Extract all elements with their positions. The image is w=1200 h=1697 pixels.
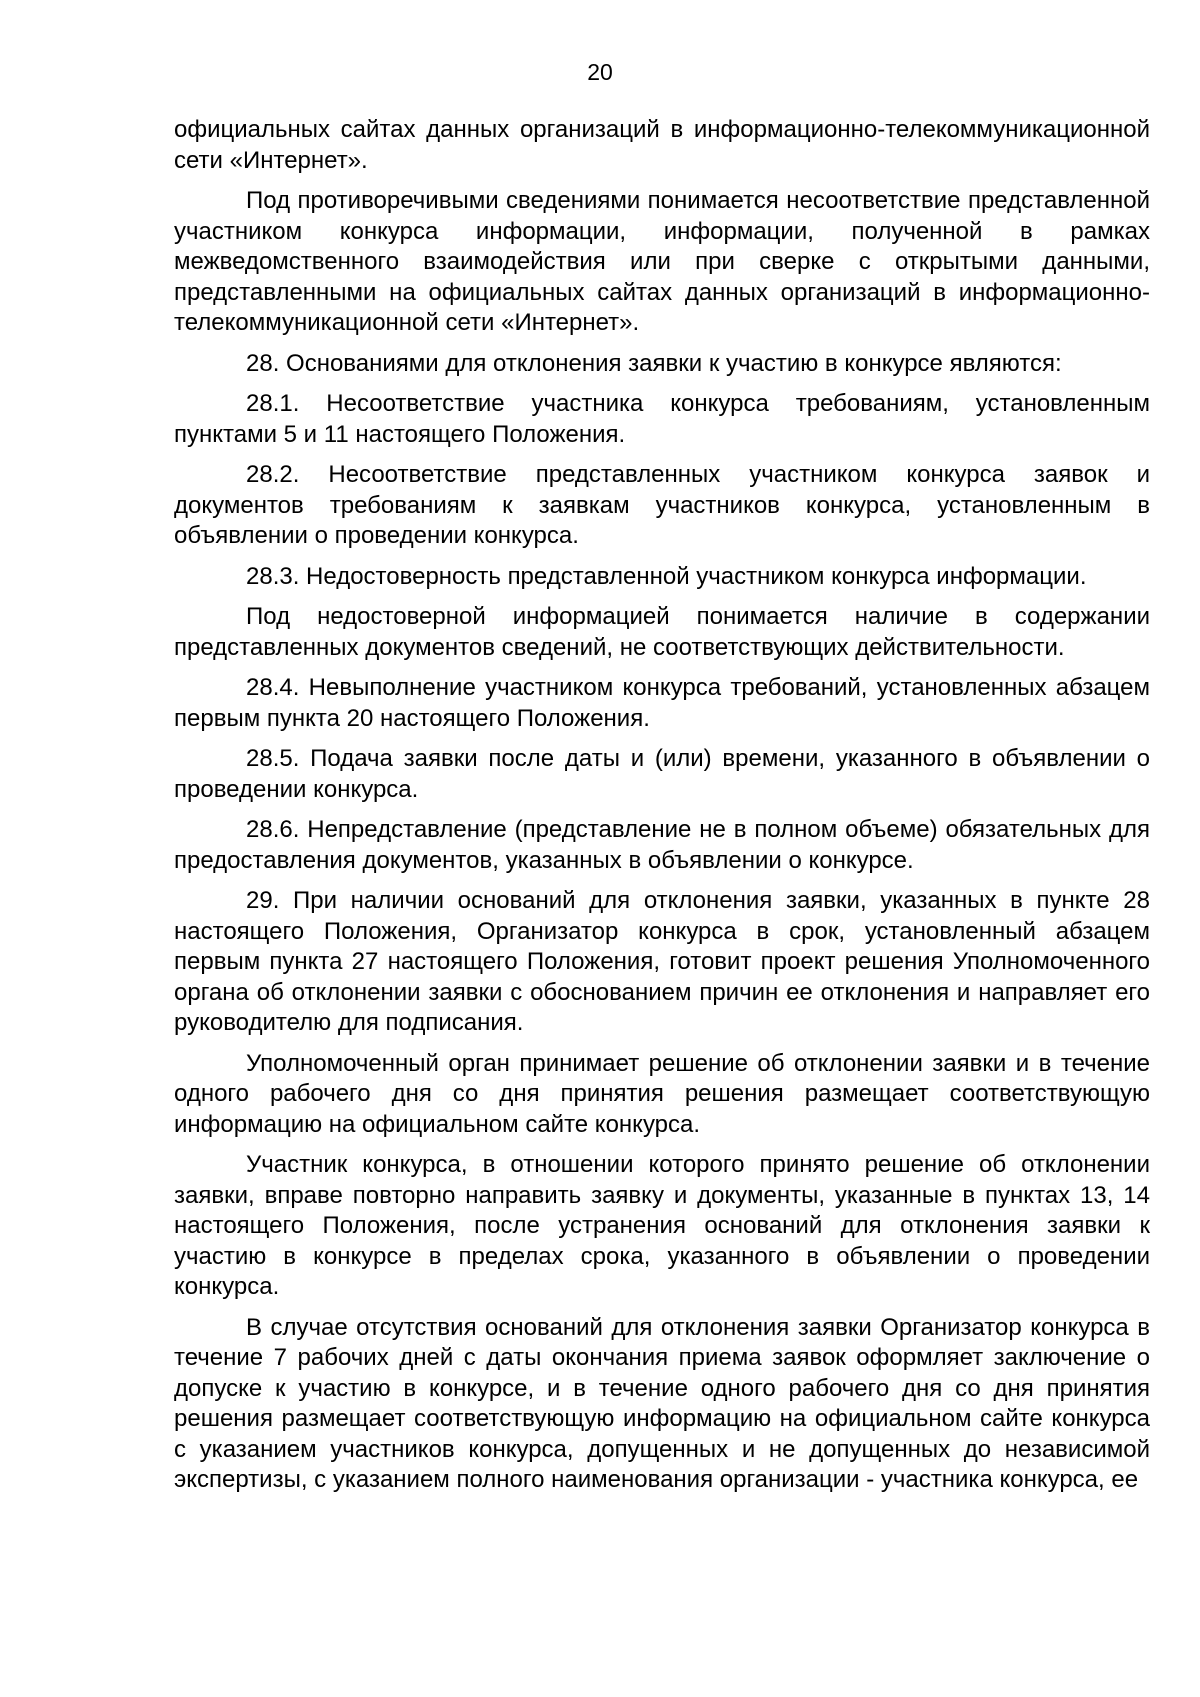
page-number: 20 <box>587 59 613 85</box>
paragraph-28-6: 28.6. Непредставление (представление не в полном объеме) обязательных для предоставления документов, указанных в объявлении о конкурсе. <box>174 816 1150 874</box>
document-body <box>174 115 1150 1506</box>
paragraph-28-5: 28.5. Подача заявки после даты и (или) времени, указанного в объявлении о проведении конкурса. <box>174 745 1150 803</box>
paragraph-28: 28. Основаниями для отклонения заявки к участию в конкурсе являются: <box>246 349 1062 377</box>
paragraph-resubmission: Участник конкурса, в отношении которого принято решение об отклонении заявки, вправе повторно направить заявку и документы, указанные в пунктах 13, 14 настоящего Положения, после устранения оснований для отклонения заявки к участию в конкурсе в пределах срока, указанного в объявлении о проведении конкурса. <box>174 1151 1150 1300</box>
paragraph-29: 29. При наличии оснований для отклонения заявки, указанных в пункте 28 настоящего Положения, Организатор конкурса в срок, установленный абзацем первым пункта 27 настоящего Положения, готовит проект решения Уполномоченного органа об отклонении заявки с обоснованием причин ее отклонения и направляет его руководителю для подписания. <box>174 887 1150 1036</box>
paragraph-unreliable-info-definition: Под недостоверной информацией понимается наличие в содержании представленных документов сведений, не соответствующих действительности. <box>174 603 1150 661</box>
paragraph-28-2: 28.2. Несоответствие представленных участником конкурса заявок и документов требованиям к заявкам участников конкурса, установленным в объявлении о проведении конкурса. <box>174 461 1150 549</box>
paragraph-authorized-body-decision: Уполномоченный орган принимает решение об отклонении заявки и в течение одного рабочего дня со дня принятия решения размещает соответствующую информацию на официальном сайте конкурса. <box>174 1049 1150 1138</box>
paragraph-continuation: официальных сайтах данных организаций в информационно-телекоммуникационной сети «Интернет». <box>174 116 1150 174</box>
paragraph-28-1: 28.1. Несоответствие участника конкурса требованиям, установленным пунктами 5 и 11 настоящего Положения. <box>174 390 1150 448</box>
paragraph-28-4: 28.4. Невыполнение участником конкурса требований, установленных абзацем первым пункта 20 настоящего Положения. <box>174 674 1150 732</box>
paragraph-admission: В случае отсутствия оснований для отклонения заявки Организатор конкурса в течение 7 рабочих дней с даты окончания приема заявок оформляет заключение о допуске к участию в конкурсе, и в течение одного рабочего дня со дня принятия решения размещает соответствующую информацию на официальном сайте конкурса с указанием участников конкурса, допущенных и не допущенных до независимой экспертизы, с указанием полного наименования организации - участника конкурса, ее <box>174 1313 1150 1493</box>
paragraph-contradictory-info-definition: Под противоречивыми сведениями понимается несоответствие представленной участником конкурса информации, информации, полученной в рамках межведомственного взаимодействия или при сверке с открытыми данными, представленными на официальных сайтах данных организаций в информационно-телекоммуникационной сети «Интернет». <box>174 187 1150 336</box>
paragraph-28-3: 28.3. Недостоверность представленной участником конкурса информации. <box>246 562 1087 590</box>
